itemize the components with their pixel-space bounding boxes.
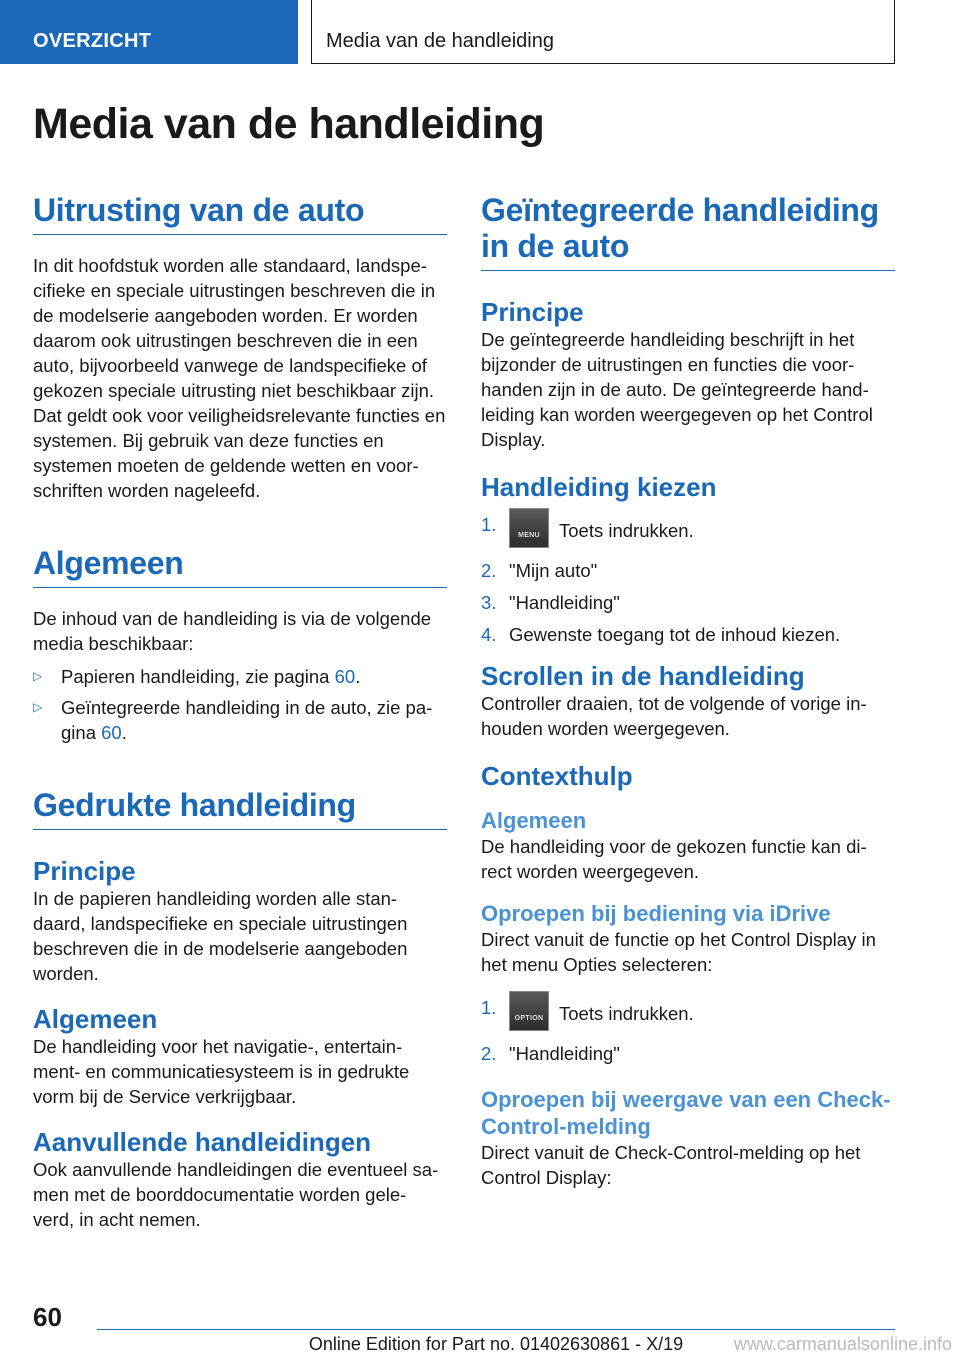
paragraph-context-algemeen: De handleiding voor de gekozen functie kan di-rect worden weergegeven. [481,836,867,882]
paragraph-check-control: Direct vanuit de Check-Control-melding op het Control Display: [481,1142,861,1188]
list-item: ▷ Papieren handleiding, zie pagina 60. [33,666,361,687]
heading-contexthulp: Contexthulp [481,761,633,791]
heading-context-algemeen: Algemeen [481,808,587,833]
heading-uitrusting: Uitrusting van de auto [33,192,447,235]
paragraph-aanvullende: Ook aanvullende handleidingen die eventueel sa-men met de boorddocumentatie worden gele-verd, in acht nemen. [33,1159,439,1230]
triangle-bullet-icon: ▷ [33,700,43,714]
heading-check-control: Oproepen bij weergave van een Check-Control-melding [481,1087,891,1139]
menu-button-icon: MENU [509,508,549,548]
triangle-bullet-icon: ▷ [33,669,43,683]
heading-algemeen-gedrukt: Algemeen [33,1004,158,1034]
paragraph-uitrusting: In dit hoofdstuk worden alle standaard, landspe-cifieke en speciale uitrustingen beschreven die in de modelserie aangeboden worden. Er worden daarom ook uitrustingen beschreven die in een auto, bijvoorbeeld vanwege de landspecifieke of gekozen speciale uitrusting niet beschikbaar zijn. Dat geldt ook voor veiligheidsrelevante functies en systemen. Bij gebruik van deze functies en systemen moeten de geldende wetten en voor-schriften worden nageleefd. [33,255,446,501]
paragraph-idrive: Direct vanuit de functie op het Control Display in het menu Opties selecteren: [481,929,876,975]
heading-geintegreerde: Geïntegreerde handleiding in de auto [481,192,895,271]
list-item: 2. "Handleiding" [481,1043,620,1064]
heading-gedrukte: Gedrukte handleiding [33,787,447,830]
heading-scrollen: Scrollen in de handleiding [481,661,805,691]
left-column [33,192,447,1232]
heading-idrive: Oproepen bij bediening via iDrive [481,901,831,926]
page-tab: Media van de handleiding [311,0,895,64]
list-item: 2. "Mijn auto" [481,560,598,581]
idrive-steps [481,995,895,1066]
list-item: ▷ Geïntegreerde handleiding in de auto, zie pa-gina 60. [33,697,433,743]
heading-aanvullende: Aanvullende handleidingen [33,1127,372,1157]
list-item: 1. OPTION Toets indrukken. [481,995,895,1035]
footer-divider [97,1329,895,1330]
list-item: 1. MENU Toets indrukken. [481,512,895,552]
list-item: 3. "Handleiding" [481,592,620,613]
page-title: Media van de handleiding [33,100,545,148]
heading-algemeen: Algemeen [33,545,447,588]
page-link[interactable]: 60 [334,666,356,687]
section-tab: OVERZICHT [0,0,298,64]
page-number: 60 [33,1302,62,1332]
paragraph-algemeen: De inhoud van de handleiding is via de volgende media beschikbaar: [33,608,432,654]
footer-edition: Online Edition for Part no. 01402630861 - X/19 [308,1334,684,1354]
paragraph-scrollen: Controller draaien, tot de volgende of vorige in-houden worden weergegeven. [481,693,867,739]
list-item: 4. Gewenste toegang tot de inhoud kiezen. [481,624,841,645]
heading-principe: Principe [33,856,136,886]
watermark: www.carmanualsonline.info [733,1334,952,1354]
option-button-icon: OPTION [509,991,549,1031]
heading-kiezen: Handleiding kiezen [481,472,717,502]
heading-principe-right: Principe [481,297,584,327]
media-list [33,664,447,745]
paragraph-principe: In de papieren handleiding worden alle stan-daard, landspecifieke en speciale uitrustingen beschreven die in de modelserie aangeboden worden. [33,888,408,984]
page-link[interactable]: 60 [101,722,122,743]
paragraph-algemeen-gedrukt: De handleiding voor het navigatie-, entertain-ment- en communicatiesysteem is in gedrukte vorm bij de Service verkrijgbaar. [33,1036,410,1107]
paragraph-principe-right: De geïntegreerde handleiding beschrijft in het bijzonder de uitrustingen en functies die voor-handen zijn in de auto. De geïntegreerde hand-leiding kan worden weergegeven op het Control Display. [481,329,873,450]
kiezen-steps [481,512,895,647]
right-column [481,192,895,1190]
